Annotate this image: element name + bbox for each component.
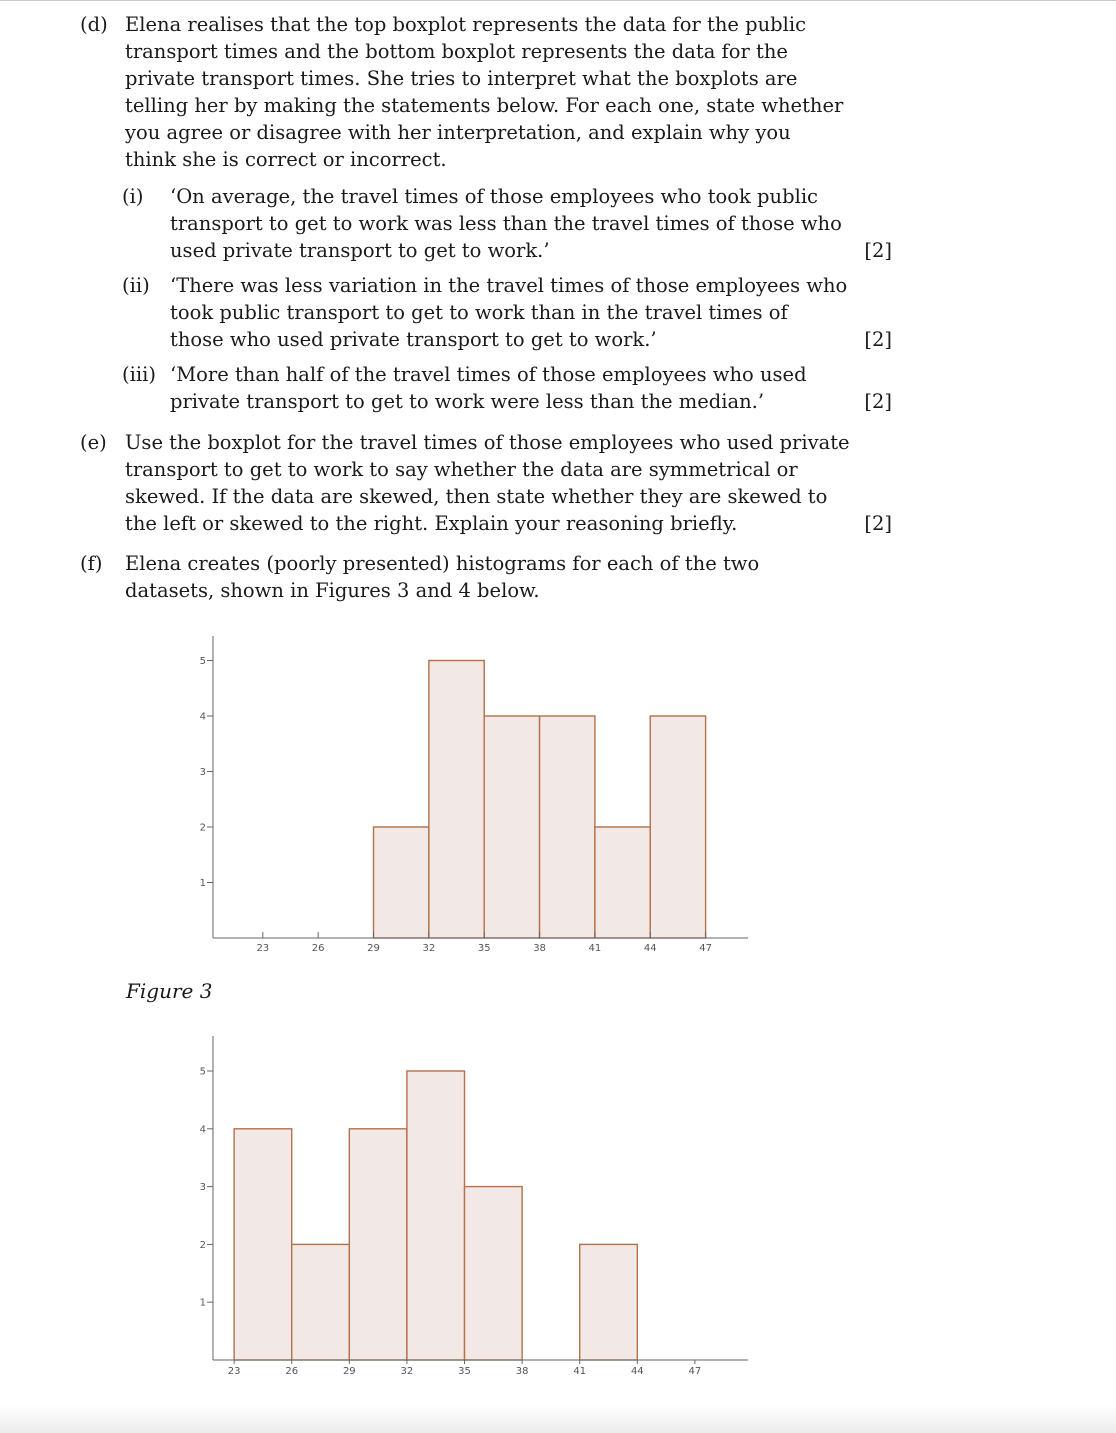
subpart-iii-label: (iii) — [122, 363, 156, 386]
figure-3-caption: Figure 3 — [126, 979, 213, 1003]
x-tick-label: 35 — [458, 1366, 471, 1377]
x-tick-label: 38 — [515, 1366, 529, 1377]
figure-4-histogram — [0, 1030, 800, 1380]
subpart-i-line: ‘On average, the travel times of those employees who took public — [170, 185, 818, 208]
part-f-line: datasets, shown in Figures 3 and 4 below. — [125, 579, 540, 602]
subpart-iii-marks: [2] — [864, 390, 892, 413]
part-d-line: think she is correct or incorrect. — [125, 148, 447, 171]
y-tick-label: 1 — [199, 878, 206, 889]
part-d-text — [125, 11, 844, 173]
histogram-bar — [374, 827, 429, 938]
y-tick-label: 3 — [199, 767, 206, 778]
subpart-iii-line: private transport to get to work were less than the median.’ — [170, 390, 765, 413]
subpart-ii-text — [170, 272, 892, 353]
x-tick-label: 44 — [630, 1366, 644, 1377]
x-tick-label: 32 — [422, 943, 436, 954]
histogram-bar — [429, 661, 484, 939]
x-tick-label: 26 — [285, 1366, 299, 1377]
subpart-i-text — [170, 183, 892, 264]
part-d-line: private transport times. She tries to interpret what the boxplots are — [125, 67, 798, 90]
subpart-ii-line: ‘There was less variation in the travel times of those employees who — [170, 274, 848, 297]
y-tick-label: 2 — [199, 822, 206, 834]
x-tick-label: 44 — [643, 943, 657, 954]
x-tick-label: 29 — [367, 943, 380, 954]
x-tick-label: 26 — [311, 943, 325, 954]
part-d-line: telling her by making the statements below. For each one, state whether — [125, 94, 844, 117]
x-tick-label: 41 — [573, 1366, 587, 1377]
x-tick-label: 23 — [256, 943, 270, 954]
part-d-line: Elena realises that the top boxplot represents the data for the public — [125, 13, 807, 36]
x-tick-label: 47 — [688, 1366, 702, 1377]
part-d-line: transport times and the bottom boxplot represents the data for the — [125, 40, 788, 63]
x-tick-label: 32 — [400, 1366, 414, 1377]
histogram-bar — [650, 716, 705, 938]
subpart-iii-text — [170, 361, 892, 415]
subpart-ii-label: (ii) — [122, 274, 150, 297]
y-tick-label: 5 — [199, 656, 206, 667]
x-tick-label: 38 — [533, 943, 546, 954]
part-e-line: the left or skewed to the right. Explain your reasoning briefly. — [125, 512, 738, 535]
part-e-line: transport to get to work to say whether the data are symmetrical or — [125, 458, 798, 481]
subpart-iii-line: ‘More than half of the travel times of those employees who used — [170, 363, 807, 386]
x-tick-label: 35 — [477, 943, 491, 954]
x-tick-label: 41 — [588, 943, 602, 954]
histogram-bar — [292, 1244, 350, 1360]
subpart-ii-line: those who used private transport to get to work.’ — [170, 328, 657, 351]
subpart-i-line: used private transport to get to work.’ — [170, 239, 550, 262]
x-tick-label: 23 — [227, 1366, 241, 1377]
y-tick-label: 1 — [199, 1297, 206, 1309]
y-tick-label: 3 — [199, 1182, 206, 1194]
histogram-bar — [407, 1071, 465, 1360]
part-e-label: (e) — [80, 431, 107, 454]
y-tick-label: 5 — [199, 1066, 206, 1078]
part-e-line: skewed. If the data are skewed, then state whether they are skewed to — [125, 485, 828, 508]
histogram-bar — [484, 716, 539, 938]
histogram-bar — [349, 1129, 407, 1360]
subpart-i-marks: [2] — [864, 239, 892, 262]
page-top-rule — [0, 0, 1116, 1]
part-e-line: Use the boxplot for the travel times of those employees who used private — [125, 431, 850, 454]
subpart-i-line: transport to get to work was less than the travel times of those who — [170, 212, 842, 235]
part-e-text — [125, 429, 892, 537]
part-f-text — [125, 550, 825, 604]
page-bottom-shadow — [0, 1405, 1116, 1433]
figure-3-histogram — [0, 620, 800, 960]
part-d-line: you agree or disagree with her interpretation, and explain why you — [125, 121, 791, 144]
histogram-bar — [580, 1244, 638, 1360]
subpart-ii-marks: [2] — [864, 328, 892, 351]
y-tick-label: 2 — [199, 1239, 206, 1251]
x-tick-label: 47 — [699, 943, 712, 954]
histogram-bar — [234, 1129, 292, 1360]
histogram-bar — [540, 716, 595, 938]
y-tick-label: 4 — [199, 711, 206, 723]
histogram-bar — [465, 1187, 523, 1360]
x-tick-label: 29 — [342, 1366, 356, 1377]
part-f-label: (f) — [80, 552, 103, 575]
part-f-line: Elena creates (poorly presented) histograms for each of the two — [125, 552, 760, 575]
part-e-marks: [2] — [864, 512, 892, 535]
subpart-i-label: (i) — [122, 185, 144, 208]
part-d-label: (d) — [80, 13, 108, 36]
subpart-ii-line: took public transport to get to work than in the travel times of — [170, 301, 788, 324]
y-tick-label: 4 — [199, 1124, 206, 1136]
histogram-bar — [595, 827, 650, 938]
